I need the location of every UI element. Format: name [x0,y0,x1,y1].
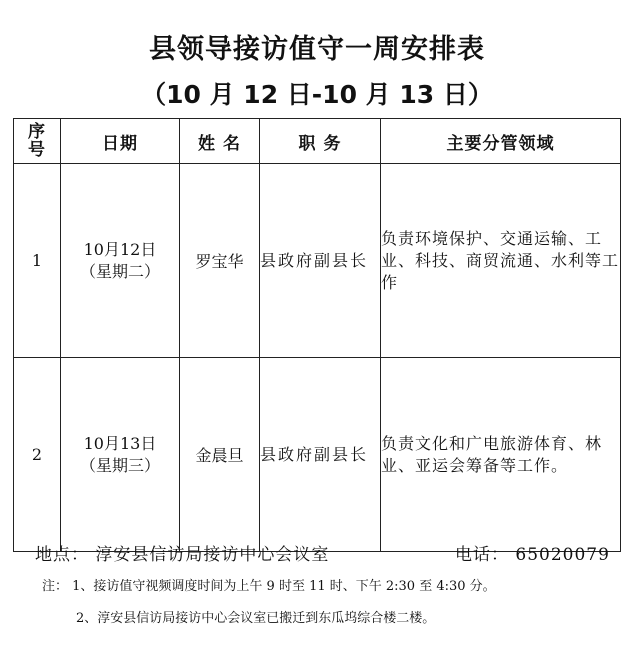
row-date-weekday: （星期二） [79,261,160,281]
row-date-weekday: （星期三） [79,455,160,475]
header-seq-label: 序号 [28,122,46,160]
row-date [61,164,180,358]
header-duties: 主要分管领域 [381,119,621,164]
row-date-day: 10月12日 [83,239,157,259]
date-range-subtitle: （10 月 12 日-10 月 13 日） [141,80,493,109]
header-name: 姓 名 [180,119,260,164]
header-seq [14,119,61,164]
location-text: 地点： 淳安县信访局接访中心会议室 [35,545,330,565]
table-row [14,358,621,552]
row-date [61,358,180,552]
row-position: 县政府副县长 [260,358,381,552]
phone-text: 电话： 65020079 [455,545,610,565]
header-date: 日期 [61,119,180,164]
row-name: 罗宝华 [180,164,260,358]
row-name: 金晨旦 [180,358,260,552]
note-line-1: 注： 1、接访值守视频调度时间为上午 9 时至 11 时、下午 2:30 至 4:30 分。 [42,579,496,594]
schedule-table [13,118,621,552]
table-header-row [14,119,621,164]
page-title: 县领导接访值守一周安排表 [149,34,485,65]
header-position: 职 务 [260,119,381,164]
row-seq: 2 [14,358,61,552]
row-seq: 1 [14,164,61,358]
note-line-2: 2、淳安县信访局接访中心会议室已搬迁到东瓜坞综合楼二楼。 [76,611,436,626]
row-duties: 负责文化和广电旅游体育、林业、亚运会筹备等工作。 [381,358,621,552]
table-row [14,164,621,358]
row-date-day: 10月13日 [83,433,157,453]
row-duties: 负责环境保护、交通运输、工业、科技、商贸流通、水利等工作 [381,164,621,358]
row-position: 县政府副县长 [260,164,381,358]
